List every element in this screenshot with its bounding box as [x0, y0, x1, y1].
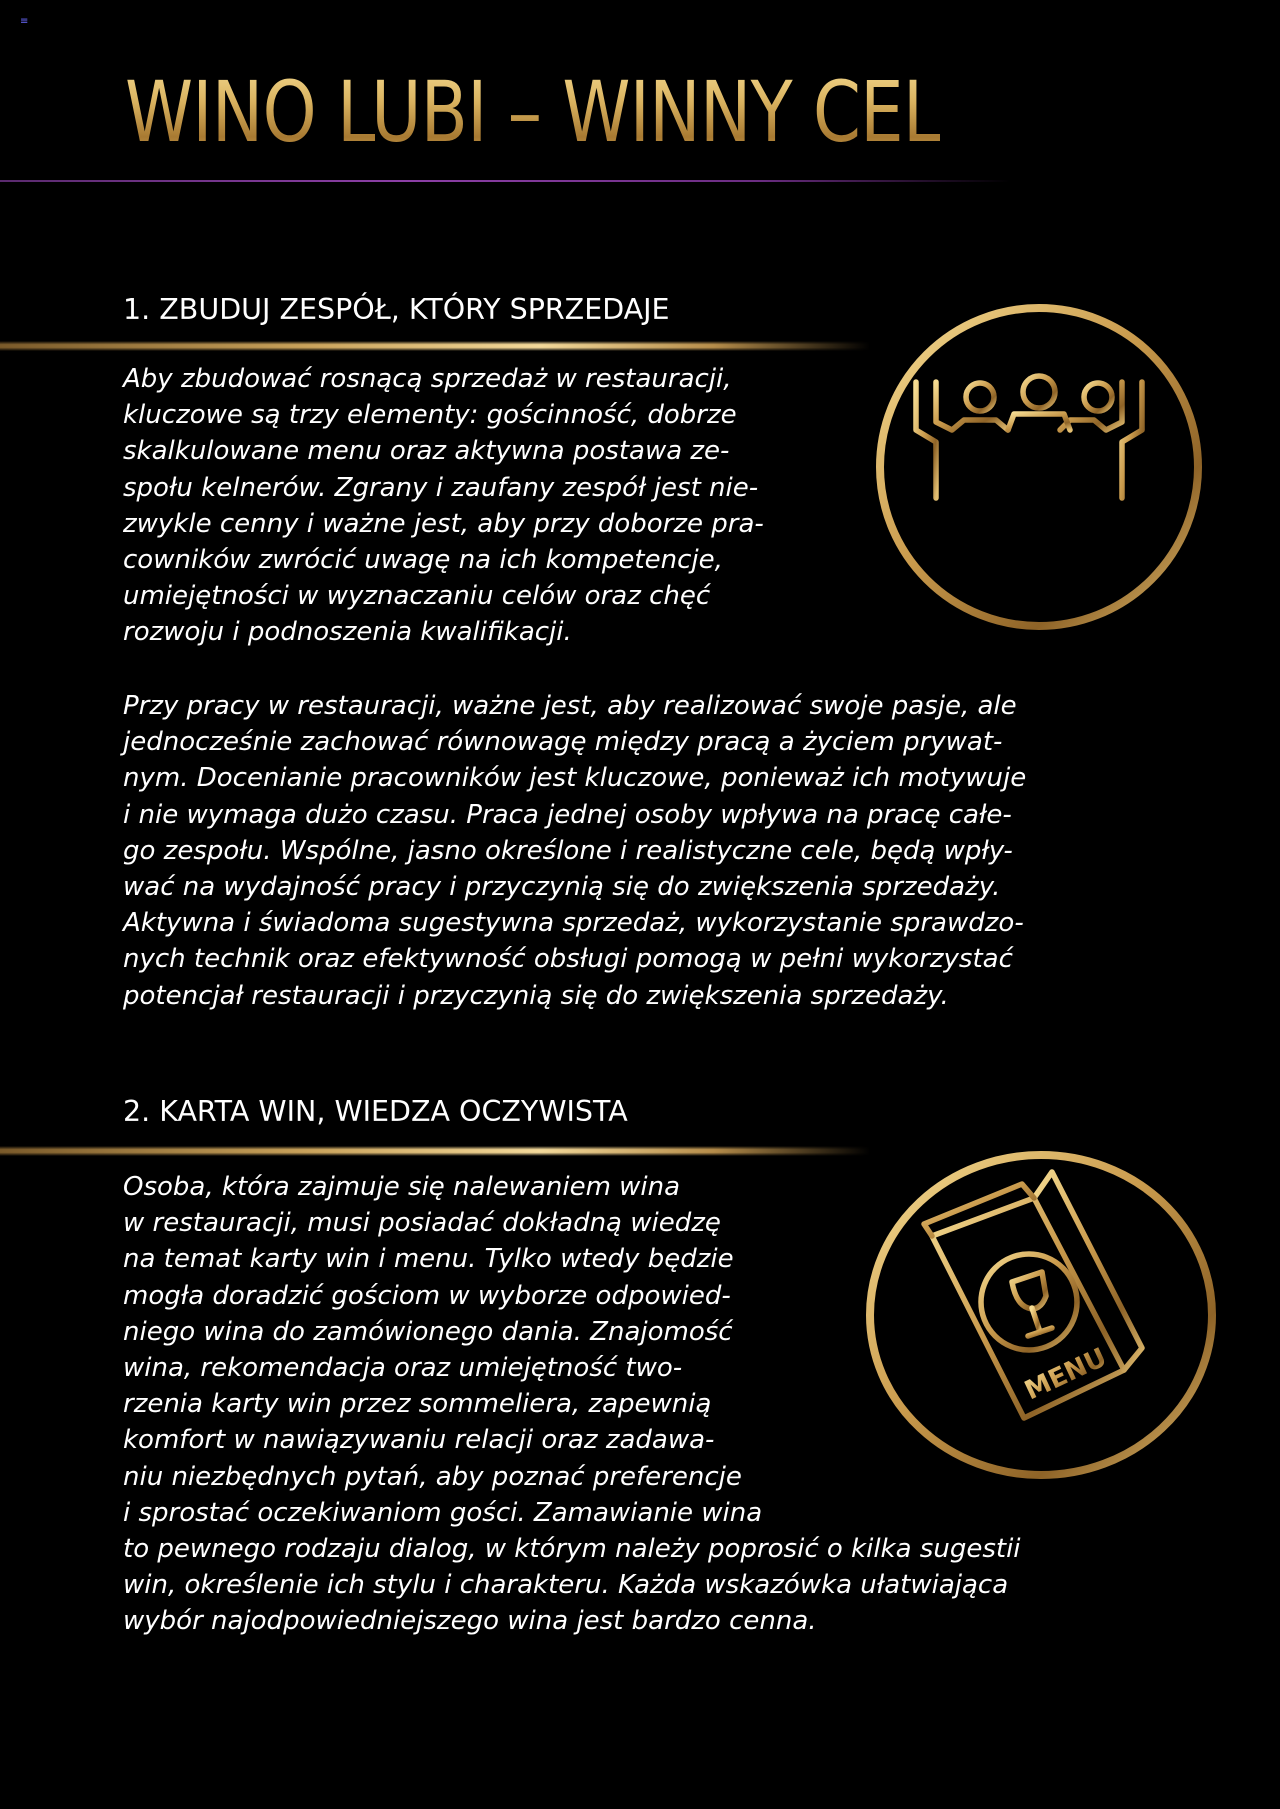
text-line: w restauracji, musi posiadać dokładną wiedzę	[123, 1208, 721, 1239]
text-line: rozwoju i podnoszenia kwalifikacji.	[123, 617, 572, 648]
text-line: mogła doradzić gościom w wyborze odpowied-	[123, 1280, 731, 1311]
page-title: WINO LUBI – WINNY CEL	[125, 63, 941, 161]
text-line: i sprostać oczekiwaniom gości. Zamawianie wina	[123, 1497, 763, 1528]
text-line: cowników zwrócić uwagę na ich kompetencje,	[123, 545, 723, 576]
text-line: Przy pracy w restauracji, ważne jest, aby realizować swoje pasje, ale	[123, 691, 1017, 721]
section-2-paragraph-2	[123, 1531, 1157, 1640]
text-line: niego wina do zamówionego dania. Znajomość	[123, 1316, 733, 1347]
text-line: jednocześnie zachować równowagę między pracą a życiem prywat-	[123, 727, 1003, 758]
text-line: wina, rekomendacja oraz umiejętność two-	[123, 1353, 683, 1384]
section-1-divider	[0, 341, 870, 351]
text-line: Aktywna i świadoma sugestywna sprzedaż, wykorzystanie sprawdzo-	[123, 908, 1024, 939]
text-line: zwykle cenny i ważne jest, aby przy doborze pra-	[123, 508, 764, 539]
text-line: niu niezbędnych pytań, aby poznać preferencje	[123, 1461, 742, 1492]
team-people-icon	[874, 302, 1204, 632]
text-line: nym. Docenianie pracowników jest kluczowe, ponieważ ich motywuje	[123, 763, 1027, 794]
section-1-heading: 1. ZBUDUJ ZESPÓŁ, KTÓRY SPRZEDAJE	[123, 293, 670, 326]
text-line: rzenia karty win przez sommeliera, zapewnią	[123, 1389, 712, 1420]
text-line: wać na wydajność pracy i przyczynią się do zwiększenia sprzedaży.	[123, 872, 1001, 903]
text-line: nych technik oraz efektywność obsługi pomogą w pełni wykorzystać	[123, 944, 1013, 975]
menu-icon[interactable]: ≡	[20, 16, 29, 27]
text-line: go zespołu. Wspólne, jasno określone i realistyczne cele, będą wpły-	[123, 835, 1013, 866]
text-line: win, określenie ich stylu i charakteru. Każda wskazówka ułatwiająca	[123, 1570, 1009, 1601]
text-line: społu kelnerów. Zgrany i zaufany zespół jest nie-	[123, 472, 759, 503]
menu-label: MENU	[1020, 1342, 1112, 1407]
section-2-divider	[0, 1146, 870, 1156]
text-line: skalkulowane menu oraz aktywna postawa ze-	[123, 436, 730, 467]
section-2-paragraph-1	[123, 1169, 831, 1531]
text-line: kluczowe są trzy elementy: gościnność, dobrze	[123, 400, 737, 431]
section-1-paragraph-2	[123, 688, 1157, 1014]
text-line: na temat karty win i menu. Tylko wtedy będzie	[123, 1244, 734, 1275]
text-line: wybór najodpowiedniejszego wina jest bardzo cenna.	[123, 1606, 817, 1637]
text-line: komfort w nawiązywaniu relacji oraz zadawa-	[123, 1425, 715, 1456]
text-line: Osoba, która zajmuje się nalewaniem wina	[123, 1172, 681, 1202]
text-line: potencjał restauracji i przyczynią się do zwiększenia sprzedaży.	[123, 980, 949, 1011]
text-line: to pewnego rodzaju dialog, w którym należy poprosić o kilka sugestii	[123, 1534, 1021, 1564]
text-line: i nie wymaga dużo czasu. Praca jednej osoby wpływa na pracę całe-	[123, 799, 1012, 830]
text-line: Aby zbudować rosnącą sprzedaż w restauracji,	[123, 364, 732, 394]
wine-menu-icon	[862, 1148, 1220, 1486]
text-line: umiejętności w wyznaczaniu celów oraz chęć	[123, 581, 711, 612]
section-2-heading: 2. KARTA WIN, WIEDZA OCZYWISTA	[123, 1095, 628, 1128]
title-divider	[0, 180, 1010, 182]
section-1-paragraph-1	[123, 361, 845, 651]
